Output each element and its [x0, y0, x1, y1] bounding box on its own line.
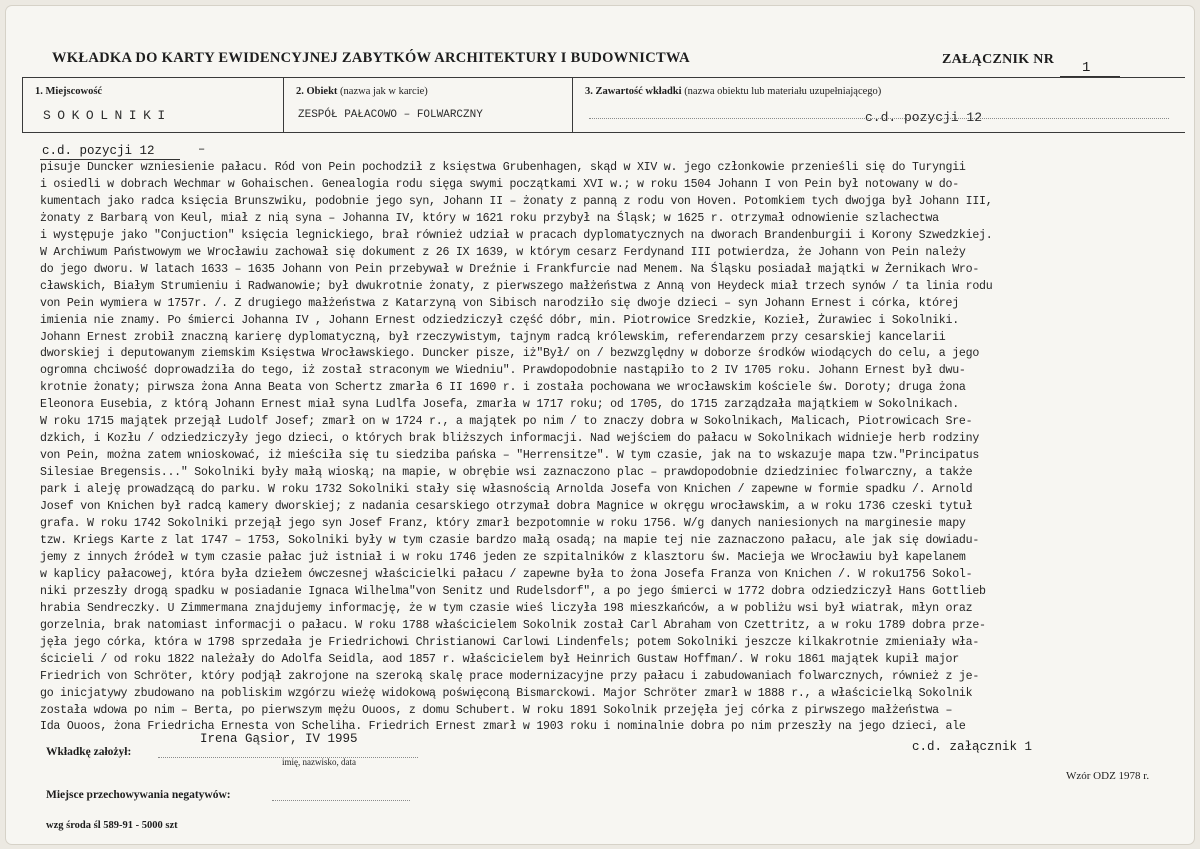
body-line: von Pein, można zatem wnioskować, iż mieściła się tu siedziba pańska – "Herrensitze". W tym czasie, jak na to wskazuje mapa tzw."Principatus: [40, 449, 980, 463]
continued-note: c.d. załącznik 1: [912, 740, 1033, 754]
attachment-label: ZAŁĄCZNIK NR: [942, 52, 1055, 67]
object-value: ZESPÓŁ PAŁACOWO – FOLWARCZNY: [298, 109, 483, 121]
body-line: pisuje Duncker wzniesienie pałacu. Ród von Pein pochodził z księstwa Grubenhagen, skąd w XIV w. jego członkowie przenieśli się do Turyngii: [40, 161, 966, 174]
body-line: ścicieli / od roku 1822 należały do Adolfa Seidla, aod 1857 r. właścicielem był Heinrich Gustaw Hoffman/. W roku 1861 majątek kupił major: [40, 652, 959, 666]
body-line: Ida Ouoos, żona Friedricha Ernesta von Scheliha. Friedrich Ernest zmarł w 1903 roku i nominalnie dobra po nim przeszły na jego dzieci, ale: [40, 720, 966, 734]
contents-label-main: 3. Zawartość wkładki: [585, 86, 682, 97]
body-text: [40, 160, 1180, 736]
body-line: dworskiej i deputowanym ziemskim Księstwa Wrocławskiego. Duncker pisze, iż"Był/ on / bezwzględny w doborze środków wiodących do celu, a jego: [40, 347, 980, 361]
body-line: jęła jego córka, która w 1798 sprzedała je Friedrichowi Christianowi Carlowi Lindenfels; potem Sokolniki jeszcze kilkakrotnie zmieniały wła-: [40, 635, 980, 649]
negatives-label: Miejsce przechowywania negatywów:: [46, 789, 231, 801]
attachment-number: 1: [1082, 60, 1091, 76]
author-value: Irena Gąsior, IV 1995: [200, 732, 358, 746]
body-line: W Archiwum Państwowym we Wrocławiu zachował się dokument z 26 IX 1639, w którym cesarz Ferdynand III potwierdza, że Johann von Pein należy: [40, 245, 966, 259]
body-line: go inicjatywy zbudowano na pobliskim wzgórzu wieżę widokową poświęconą Bismarckowi. Major Schröter zmarł w 1888 r., a właścicielką Sokolnik: [40, 686, 973, 700]
body-line: Johann Ernest zrobił znaczną karierę dyplomatyczną, był rzeczywistym, tajnym radcą królewskim, referendarzem przy cesarskiej kancelarii: [40, 330, 946, 344]
body-line: Friedrich von Schröter, który podjął zakrojone na szeroką skalę prace modernizacyjne przy pałacu i zabudowaniach folwarcznych, również z je-: [40, 669, 980, 683]
body-line: Josef von Knichen był radcą kamery dworskiej; z nadania cesarskiego otrzymał dobra Magnice w okręgu wrocławskim, a w roku 1736 czeski tytuł: [40, 500, 973, 514]
locality-value: SOKOLNIKI: [43, 108, 172, 123]
continuation-label: c.d. pozycji 12: [42, 144, 155, 158]
header-fields-table: [22, 77, 1185, 133]
object-label-note: (nazwa jak w karcie): [340, 86, 428, 97]
body-line: do jego dworu. W latach 1633 – 1635 Johann von Pein przebywał w Dreźnie i Frankfurcie nad Menem. Na Śląsku posiadał majątki w Żernikach Wro-: [40, 262, 980, 276]
object-label: [296, 86, 428, 97]
body-line: w kaplicy pałacowej, która była dziełem ówczesnej właścicielki pałacu / zapewne była to żona Josefa Franza von Knichen /. W roku1756 Sokol-: [40, 567, 973, 581]
contents-label: [585, 86, 881, 97]
body-line: i występuje jako "Conjuction" księcia legnickiego, brał również udział w pracach dyplomatycznych na dworach Brandenburgii i Korony Szwedzkiej.: [40, 228, 993, 242]
body-line: Eleonora Eusebia, z którą Johann Ernest miał syna Ludlfa Josefa, zmarła w 1717 roku; od 1705, do 1715 zarządzała majątkiem w Sokolnikach.: [40, 398, 959, 412]
body-line: dzkich, i Kozłu / odziedziczyły jego dzieci, o których brak bliższych informacji. Nad wejściem do pałacu w Sokolnikach widnieje herb rodziny: [40, 432, 980, 446]
contents-label-note: (nazwa obiektu lub materiału uzupełniającego): [684, 86, 882, 97]
printer-mark: wzg środa śl 589-91 - 5000 szt: [46, 820, 178, 831]
body-line: grafa. W roku 1742 Sokolniki przejął jego syn Josef Franz, który zmarł bezpotomnie w roku 1756. W/g danych naniesionych na marginesie mapy: [40, 517, 966, 531]
body-line: gorzelnia, brak natomiast informacji o pałacu. W roku 1788 właścicielem Sokolnik został Carl Abraham von Czettritz, a w roku 1789 dobra prze-: [40, 618, 986, 632]
object-cell: [284, 78, 573, 132]
body-line: cławskich, Białym Strumieniu i Radwanowie; był dwukrotnie żonaty, z pierwszego małżeństwa z Anną von Heydeck miał trzech synów / ta linia rodu: [40, 279, 993, 293]
body-line: i osiedli w dobrach Wechmar w Gohaischen. Genealogia rodu sięga swymi początkami XVI w.; w roku 1504 Johann I von Pein był notowany w do-: [40, 177, 959, 191]
contents-cell: [573, 78, 1185, 132]
body-line: W roku 1715 majątek przejął Ludolf Josef; zmarł on w 1724 r., a majątek po nim / to znaczy dobra w Sokolnikach, Malicach, Piotrowicach Sre-: [40, 415, 973, 429]
negatives-dotted-line: [272, 800, 410, 801]
body-line: krotnie żonaty; pirwsza żona Anna Beata von Schertz zmarła 6 II 1690 r. i została pochowana we wrocławskim kościele św. Doroty; druga żona: [40, 381, 966, 395]
body-line: tzw. Kriegs Karte z lat 1747 – 1753, Sokolniki były w tym czasie bardzo małą osadą; na mapie tej nie zaznaczono pałacu, ale jak się dowiadu-: [40, 533, 980, 547]
template-mark: Wzór ODZ 1978 r.: [1066, 770, 1150, 782]
body-line: żonaty z Barbarą von Keul, miał z nią syna – Johanna IV, który w 1621 roku przybył na Śląsk; w 1625 r. otrzymał odnowienie szlachectwa: [40, 211, 939, 225]
body-line: została wdowa po nim – Berta, po pierwszym mężu Ouoos, z domu Schubert. W roku 1891 Sokolnik przejęła jej córka z pirwszego małżeństwa –: [40, 703, 953, 717]
contents-value: c.d. pozycji 12: [865, 110, 983, 125]
body-line: hrabia Sendreczky. U Zimmermana znajdujemy informację, że w tym czasie wieś liczyła 198 mieszkańców, a w pobliżu wsi był wiatrak, młyn oraz: [40, 601, 973, 615]
body-line: kumentach jako radca księcia Brunszwiku, podobnie jego syn, Johann II – żonaty z panną z rodu von Hoven. Potomkiem tych dwojga był Johann III,: [40, 194, 993, 208]
body-line: park i aleję prowadzącą do parku. W roku 1732 Sokolniki stały się własnością Arnolda Josefa von Knichen / zapewne w formie spadku /. Arnold: [40, 483, 973, 497]
locality-cell: [23, 78, 284, 132]
author-hint: imię, nazwisko, data: [282, 757, 356, 767]
locality-label: 1. Miejscowość: [35, 86, 103, 97]
object-label-main: 2. Obiekt: [296, 86, 338, 97]
body-line: imienia nie znamy. Po śmierci Johanna IV , Johann Ernest odziedziczył część dóbr, min. Piotrowice Sredzkie, Kozieł, Żurawiec i Sokolniki.: [40, 313, 959, 327]
body-line: jemy z innych źródeł w tym czasie pałac już istniał i w roku 1746 jeden ze szpitalników z klasztoru św. Macieja we Wrocławiu był kapelanem: [40, 550, 966, 564]
body-line: von Pein wymiera w 1757r. /. Z drugiego małżeństwa z Katarzyną von Sibisch narodziło się dwoje dzieci – syn Johann Ernest i córka, której: [40, 296, 959, 310]
continuation-dash: –: [198, 142, 206, 156]
body-line: niki przeszły drogą spadku w posiadanie Ignaca Wilhelma"von Senitz und Rudelsdorf", a po jego śmierci w 1772 dobra odziedziczył Hans Gottlieb: [40, 584, 986, 598]
body-line: Silesiae Bregensis..." Sokolniki były małą wioską; na mapie, w obrębie wsi zaznaczono plac – prawdopodobnie dziedziniec folwarczny, a także: [40, 466, 973, 480]
body-line: ogromna chciwość doprowadziła do tego, iż został straconym we Wiedniu". Prawdopodobnie nastąpiło to 2 IV 1705 roku. Johann Ernest był dwu-: [40, 364, 966, 378]
form-title: WKŁADKA DO KARTY EWIDENCYJNEJ ZABYTKÓW ARCHITEKTURY I BUDOWNICTWA: [52, 50, 690, 66]
author-label: Wkładkę założył:: [46, 746, 132, 758]
